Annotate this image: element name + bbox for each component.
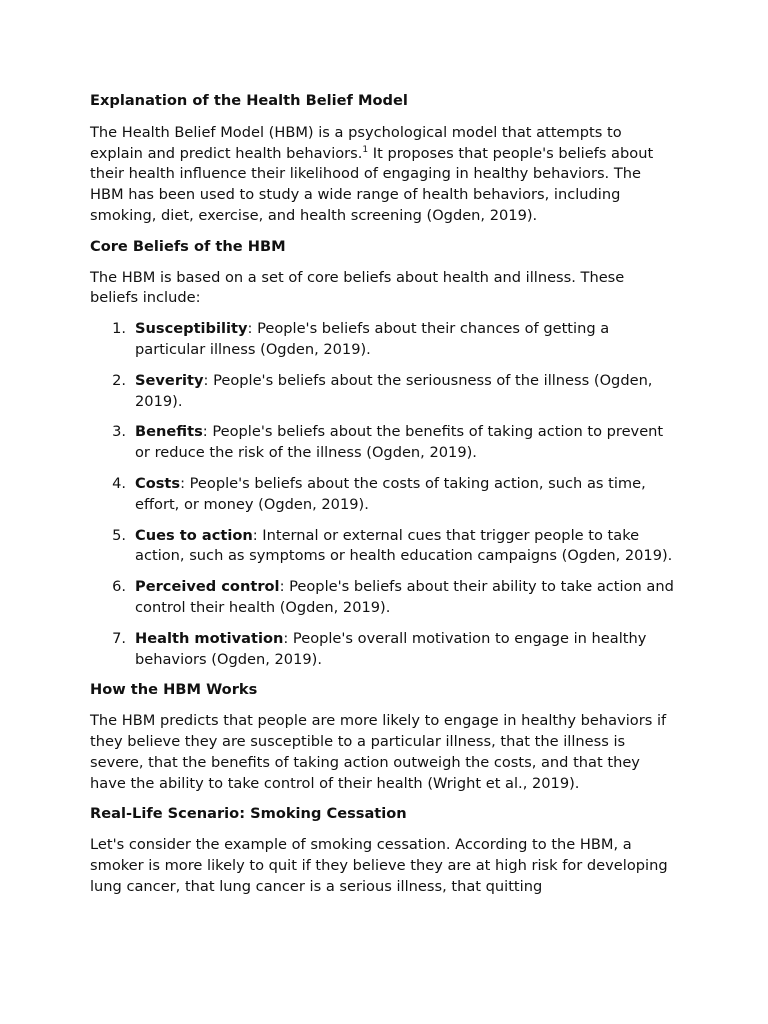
list-term: Health motivation <box>135 629 284 647</box>
list-number: 3. <box>112 423 126 441</box>
list-description: : People's beliefs about the costs of taking action, such as time, effort, or money (Ogden, 2019). <box>135 474 646 513</box>
list-number: 2. <box>112 371 126 389</box>
core-beliefs-paragraph: The HBM is based on a set of core beliefs about health and illness. These beliefs include: <box>90 268 625 307</box>
list-description: : People's beliefs about their chances of getting a particular illness (Ogden, 2019). <box>135 320 610 358</box>
intro-text-start: The Health Belief Model (HBM) is a psychological model that attempts to explain and predict health behaviors. <box>90 123 622 162</box>
footnote-marker[interactable]: 1 <box>362 144 369 155</box>
list-term: Perceived control <box>135 578 280 596</box>
list-item <box>90 319 676 361</box>
intro-text-end: It proposes that people's beliefs about their health influence their likelihood of engaging in healthy behaviors. The HBM has been used to study a wide range of health behaviors, including smoking, diet, exercise, and health screening (Ogden, 2019). <box>90 144 654 224</box>
list-term: Severity <box>135 371 204 389</box>
core-beliefs-list <box>90 319 676 670</box>
how-it-works-paragraph: The HBM predicts that people are more likely to engage in healthy behaviors if they believe they are susceptible to a particular illness, that the illness is severe, that the benefits of taking action outweigh the costs, and that they have the ability to take control of their health (Wright et al., 2019). <box>90 712 667 792</box>
list-description: : People's overall motivation to engage in healthy behaviors (Ogden, 2019). <box>135 629 647 668</box>
section-heading-scenario: Real-Life Scenario: Smoking Cessation <box>90 805 407 823</box>
list-description: : Internal or external cues that trigger people to take action, such as symptoms or health education campaigns (Ogden, 2019). <box>135 526 673 565</box>
list-number: 1. <box>112 320 126 338</box>
list-number: 7. <box>112 629 126 647</box>
list-description: : People's beliefs about their ability to take action and control their health (Ogden, 2019). <box>135 578 674 616</box>
list-description: : People's beliefs about the seriousness of the illness (Ogden, 2019). <box>135 371 653 410</box>
list-term: Costs <box>135 474 181 492</box>
list-term: Benefits <box>135 423 203 441</box>
intro-paragraph <box>90 123 676 227</box>
document-title: Explanation of the Health Belief Model <box>90 92 408 109</box>
list-number: 4. <box>112 474 126 492</box>
section-heading-core-beliefs: Core Beliefs of the HBM <box>90 237 286 255</box>
list-term: Cues to action <box>135 526 253 544</box>
section-heading-how-it-works: How the HBM Works <box>90 681 258 699</box>
list-item <box>90 526 676 568</box>
list-number: 6. <box>112 578 126 596</box>
scenario-paragraph: Let's consider the example of smoking cessation. According to the HBM, a smoker is more likely to quit if they believe they are at high risk for developing lung cancer, that lung cancer is a serious illness, that quitting <box>90 836 668 895</box>
list-item <box>90 629 676 671</box>
list-item <box>90 474 676 516</box>
list-description: : People's beliefs about the benefits of taking action to prevent or reduce the risk of the illness (Ogden, 2019). <box>135 423 664 462</box>
list-number: 5. <box>112 526 126 544</box>
list-item <box>90 577 676 619</box>
list-term: Susceptibility <box>135 320 248 338</box>
list-item <box>90 422 676 464</box>
list-item <box>90 371 676 413</box>
document-page <box>90 91 676 908</box>
